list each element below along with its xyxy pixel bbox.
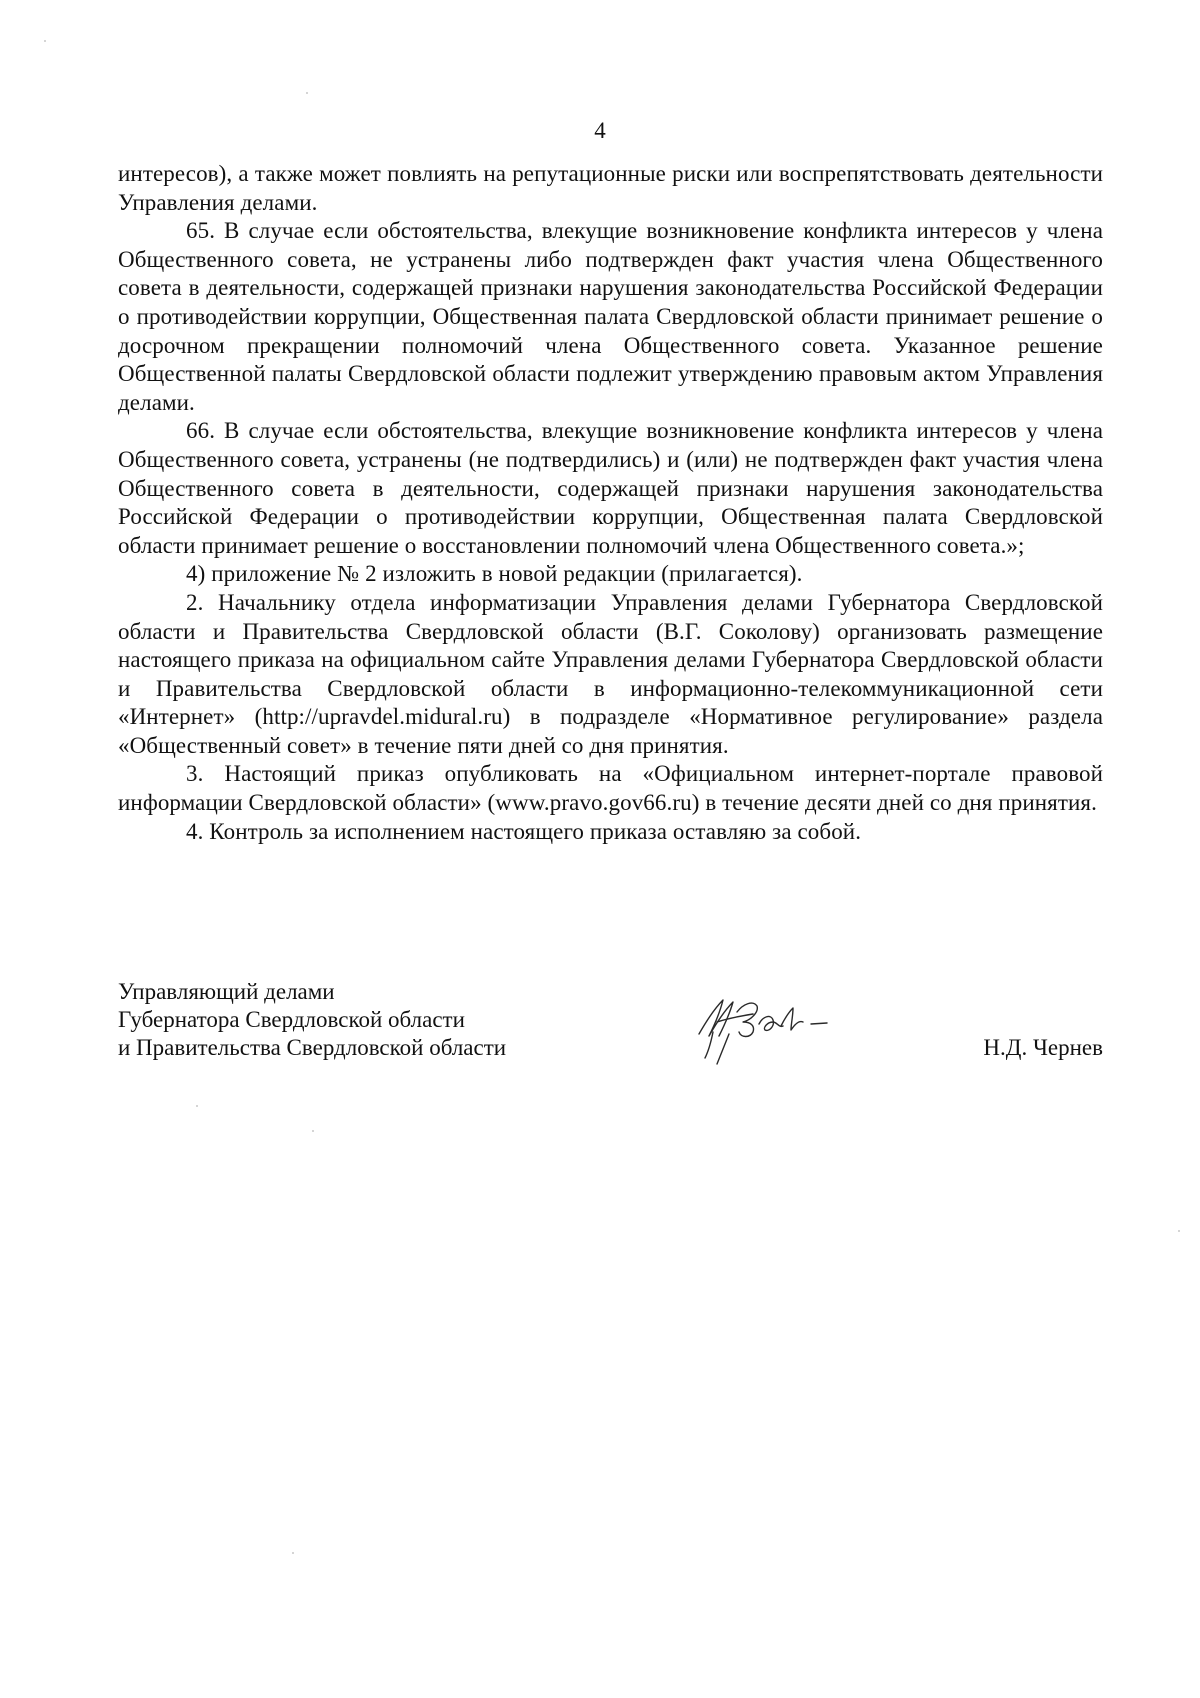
paragraph-order-3: 3. Настоящий приказ опубликовать на «Официальном интернет-портале правовой информации Свердловской области» (www.pravo.gov66.ru) в течение десяти дней со дня принятия.: [118, 761, 1103, 816]
paragraph-item-66: 66. В случае если обстоятельства, влекущие возникновение конфликта интересов у члена Общественного совета, устранены (не подтвердились) и (или) не подтвержден факт участия члена Общественного совета в деятельности, содержащей признаки нарушения законодательства Российской Федерации о противодействии коррупции, Общественная палата Свердловской области принимает решение о восстановлении полномочий члена Общественного совета.»;: [118, 418, 1103, 558]
scan-speck: [44, 40, 46, 42]
paragraph-order-2: 2. Начальнику отдела информатизации Управления делами Губернатора Свердловской области и Правительства Свердловской области (В.Г. Соколову) организовать размещение настоящего приказа на официальном сайте Управления делами Губернатора Свердловской области и Правительства Свердловской области в информационно-телекоммуникационной сети «Интернет» (http://upravdel.midural.ru) в подразделе «Нормативное регулирование» раздела «Общественный совет» в течение пяти дней со дня принятия.: [118, 589, 1103, 758]
scan-speck: [306, 92, 308, 94]
paragraph-subitem-4: 4) приложение № 2 изложить в новой редакции (прилагается).: [186, 561, 803, 587]
signer-title-line: и Правительства Свердловской области: [118, 1035, 507, 1060]
signer-title-line: Губернатора Свердловской области: [118, 1007, 465, 1032]
scan-speck: [1178, 1230, 1180, 1232]
signer-title-line: Управляющий делами: [118, 979, 335, 1004]
paragraph-continuation: интересов), а также может повлиять на репутационные риски или воспрепятствовать деятельности Управления делами.: [118, 161, 1103, 215]
signer-name: Н.Д. Чернев: [983, 1035, 1103, 1060]
signature-block: [118, 978, 1103, 1088]
scan-speck: [292, 1552, 294, 1554]
page-number: 4: [594, 118, 606, 143]
scan-speck: [312, 1130, 314, 1132]
paragraph-item-65: 65. В случае если обстоятельства, влекущие возникновение конфликта интересов у члена Общественного совета, не устранены либо подтвержден факт участия члена Общественного совета в деятельности, содержащей признаки нарушения законодательства Российской Федерации о противодействии коррупции, Общественная палата Свердловской области принимает решение о досрочном прекращении полномочий члена Общественного совета. Указанное решение Общественной палаты Свердловской области подлежит утверждению правовым актом Управления делами.: [118, 218, 1103, 415]
paragraph-order-4: 4. Контроль за исполнением настоящего приказа оставляю за собой.: [186, 818, 862, 844]
scan-speck: [196, 1105, 198, 1107]
document-body: [118, 160, 1103, 846]
handwritten-signature: [693, 982, 843, 1072]
signer-title: [118, 978, 506, 1062]
